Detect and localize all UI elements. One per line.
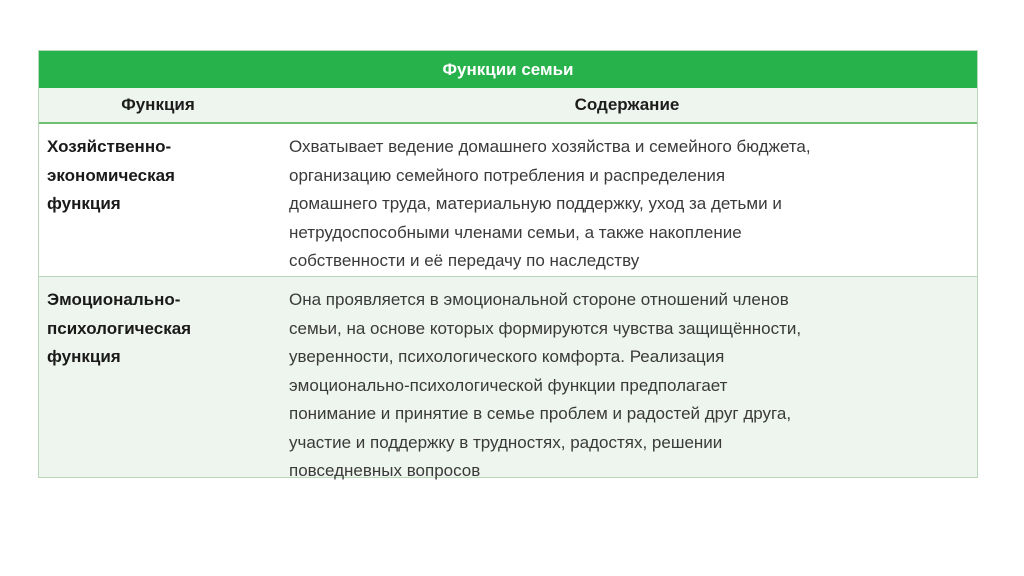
table-row xyxy=(39,124,977,277)
function-name-cell: Эмоционально- психологическая функция xyxy=(47,290,192,366)
header-content: Содержание xyxy=(574,95,680,114)
function-content-cell: Она проявляется в эмоциональной стороне отношений членов семьи, на основе которых формируются чувства защищённости, уверенности, психологического комфорта. Реализация эмоционально-психологической функции предполагает понимание и принятие в семье проблем и радостей друг друга, участие и поддержку в трудностях, радостях, решении повседневных вопросов xyxy=(289,290,802,480)
family-functions-table xyxy=(38,50,978,478)
table-row xyxy=(39,277,977,480)
table-title: Функции семьи xyxy=(39,51,977,88)
function-content-cell: Охватывает ведение домашнего хозяйства и семейного бюджета, организацию семейного потребления и распределения домашнего труда, материальную поддержку, уход за детьми и нетрудоспособными членами семьи, а также накопление собственности и её передачу по наследству xyxy=(289,137,811,270)
table-header-row xyxy=(39,88,977,124)
function-name-cell: Хозяйственно- экономическая функция xyxy=(47,137,175,213)
header-function: Функция xyxy=(121,95,195,114)
